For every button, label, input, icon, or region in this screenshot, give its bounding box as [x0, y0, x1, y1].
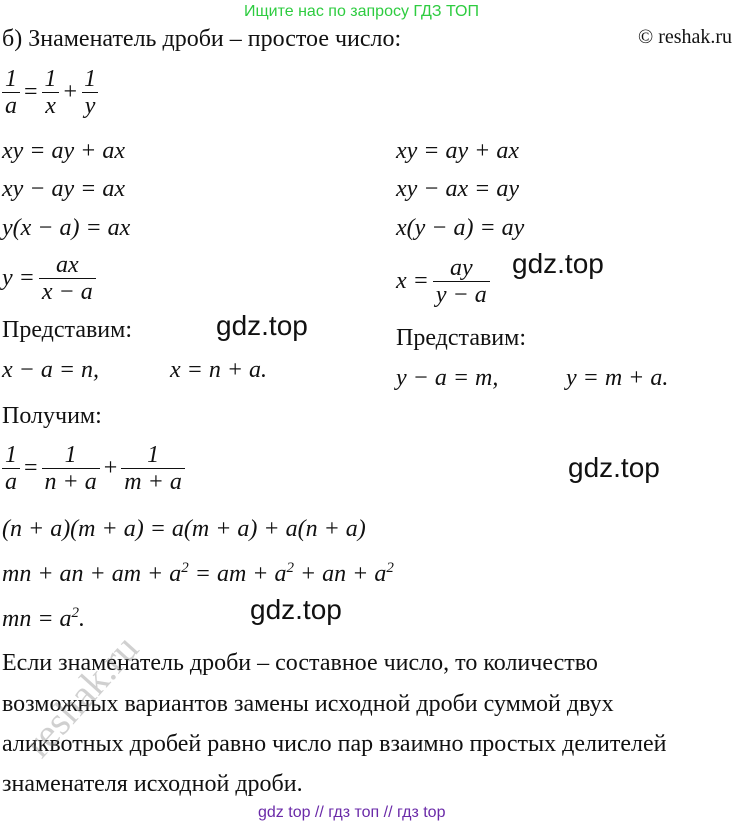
exponent: 2	[181, 560, 189, 576]
paragraph-line-4: знаменателя исходной дроби.	[2, 771, 303, 797]
term: mn = a	[2, 606, 72, 632]
copyright: © reshak.ru	[638, 26, 733, 48]
sum-equation	[2, 442, 185, 495]
paragraph-line-1: Если знаменатель дроби – составное число, то количество	[2, 650, 598, 676]
left-eq-5a: x − a = n,	[2, 357, 100, 383]
fraction-equation	[2, 66, 99, 119]
left-eq-5b: x = n + a.	[170, 357, 268, 383]
plus-sign: +	[63, 79, 78, 105]
numerator: ax	[55, 252, 79, 278]
result-equation	[2, 605, 85, 633]
numerator: 1	[5, 442, 17, 468]
period: .	[79, 606, 86, 632]
denominator: m + a	[121, 468, 185, 495]
right-eq-4	[396, 255, 490, 308]
right-eq-3: x(y − a) = ay	[396, 215, 525, 241]
fraction	[81, 66, 99, 119]
heading: б) Знаменатель дроби – простое число:	[2, 26, 402, 52]
right-eq-5a: y − a = m,	[396, 365, 499, 391]
exponent: 2	[71, 605, 80, 621]
fraction	[433, 255, 490, 308]
denominator: a	[2, 92, 20, 119]
left-eq-1: xy = ay + ax	[2, 138, 125, 164]
denominator: x − a	[39, 278, 96, 305]
denominator: y − a	[433, 281, 490, 308]
lhs: x =	[396, 268, 429, 294]
lhs: y =	[2, 265, 35, 291]
term: + an + a	[293, 561, 387, 587]
denominator: n + a	[42, 468, 100, 495]
diagonal-watermark: reshak.ru	[14, 625, 148, 766]
numerator: 1	[5, 66, 17, 92]
equals-sign: =	[24, 79, 38, 105]
watermark: gdz.top	[568, 452, 660, 483]
exponent: 2	[386, 560, 394, 576]
right-eq-1: xy = ay + ax	[396, 138, 519, 164]
denominator: y	[82, 92, 99, 119]
right-eq-2: xy − ax = ay	[396, 176, 519, 202]
watermark: gdz.top	[250, 594, 342, 625]
left-represent-label: Представим:	[2, 317, 132, 343]
fraction	[42, 442, 100, 495]
product-equation: (n + a)(m + a) = a(m + a) + a(n + a)	[2, 516, 366, 542]
numerator: ay	[449, 255, 473, 281]
paragraph-line-3: аликвотных дробей равно число пар взаимно простых делителей	[2, 731, 667, 757]
equals-sign: =	[24, 455, 38, 481]
fraction	[121, 442, 185, 495]
denominator: x	[42, 92, 59, 119]
exponent: 2	[286, 560, 294, 576]
term: mn + an + am + a	[2, 561, 182, 587]
numerator: 1	[44, 66, 57, 92]
term: = am + a	[188, 561, 287, 587]
numerator: 1	[64, 442, 77, 468]
search-banner: Ищите нас по запросу ГДЗ ТОП	[244, 3, 479, 20]
numerator: 1	[84, 66, 97, 92]
expanded-equation	[2, 560, 394, 588]
plus-sign: +	[103, 455, 118, 481]
fraction	[2, 66, 20, 119]
denominator: a	[2, 468, 20, 495]
numerator: 1	[147, 442, 160, 468]
fraction	[39, 252, 96, 305]
left-eq-3: y(x − a) = ax	[2, 215, 131, 241]
left-eq-2: xy − ay = ax	[2, 176, 125, 202]
obtain-label: Получим:	[2, 403, 102, 429]
paragraph-line-2: возможных вариантов замены исходной дроби суммой двух	[2, 691, 614, 717]
watermark: gdz.top	[512, 248, 604, 279]
right-eq-5b: y = m + a.	[566, 365, 669, 391]
left-eq-4	[2, 252, 96, 305]
footer-links: gdz top // гдз топ // гдз top	[258, 804, 446, 821]
right-represent-label: Представим:	[396, 325, 526, 351]
watermark: gdz.top	[216, 310, 308, 341]
fraction	[42, 66, 60, 119]
fraction	[2, 442, 20, 495]
